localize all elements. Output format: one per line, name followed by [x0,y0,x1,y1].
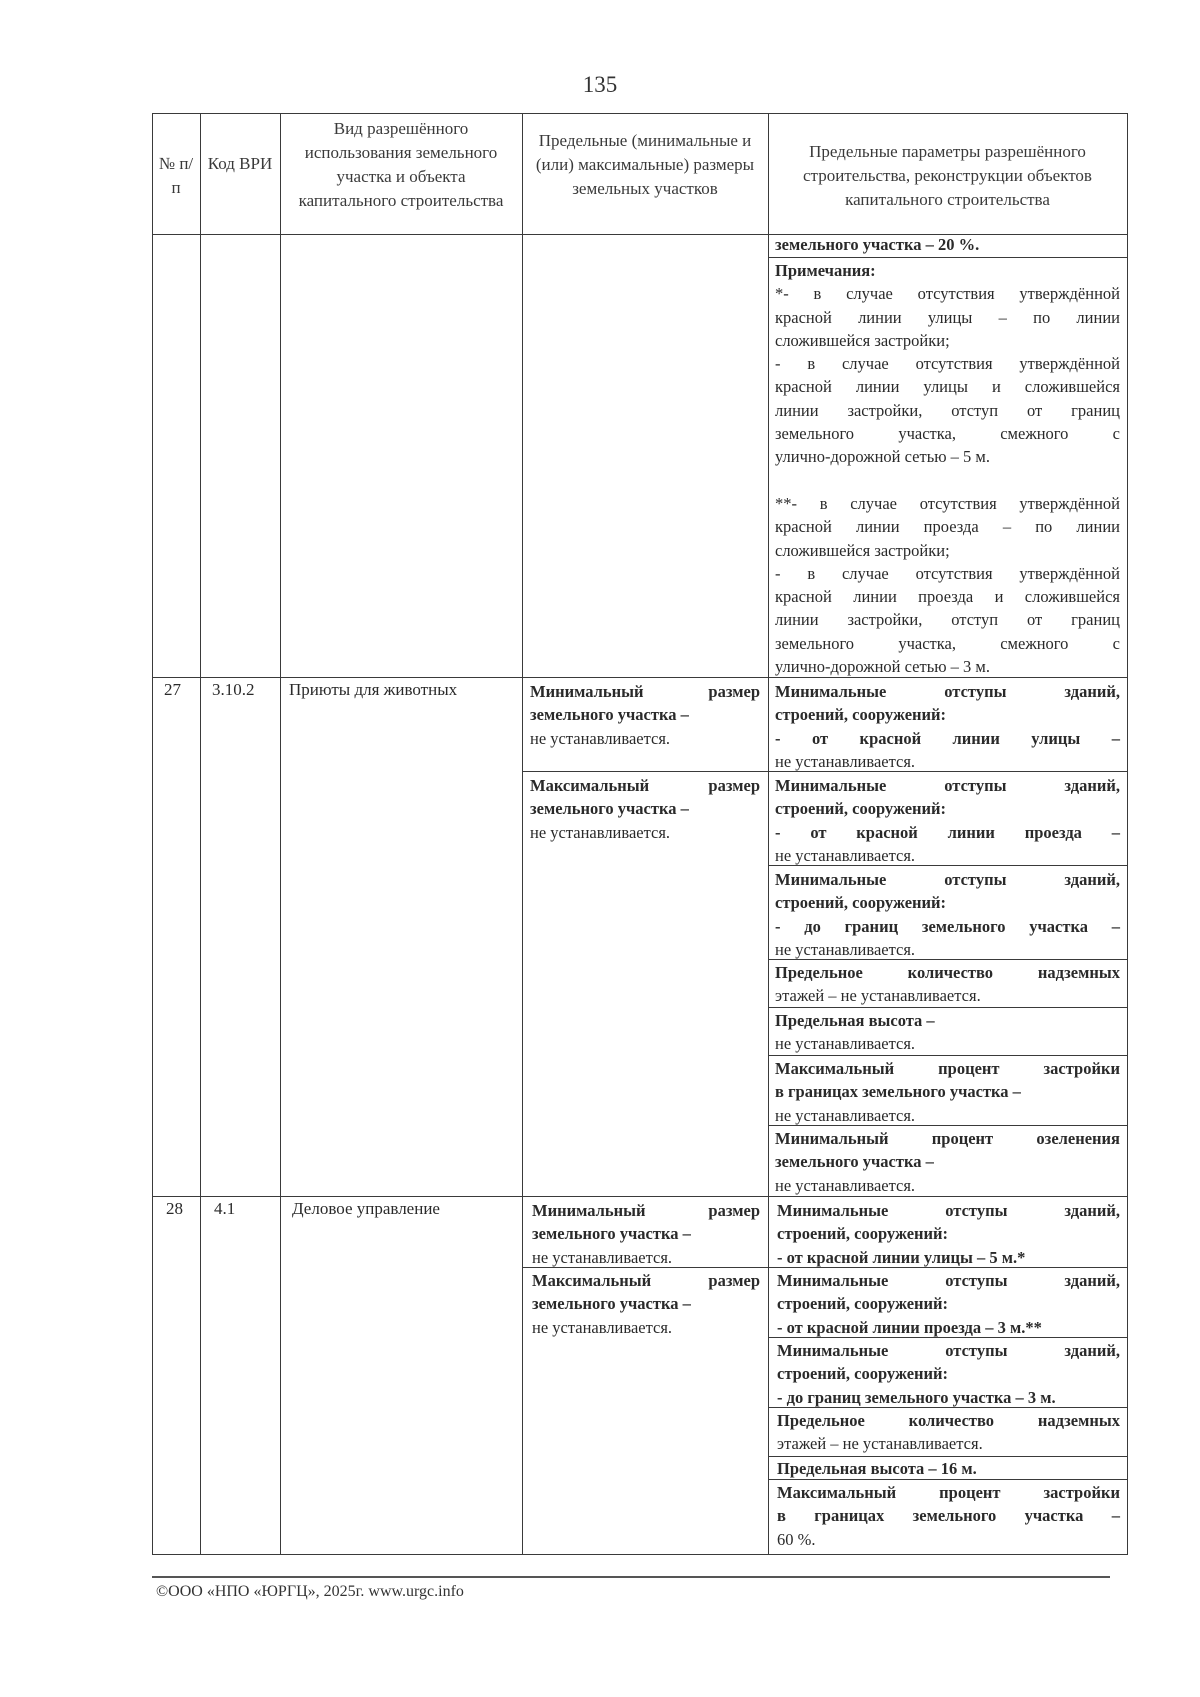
row28-param-4 [777,1409,1120,1456]
size-line: земельного участка – [532,1224,691,1244]
note2-line: сложившейся застройки; [775,540,950,560]
param-line: строений, сооружений: [775,705,947,725]
param-line: не устанавливается. [775,1105,916,1125]
notes-title: Примечания: [775,261,876,280]
param-line: Максимальный процент застройки [777,1483,1120,1502]
row27-param-7 [775,1127,1120,1197]
param-line: в границах земельного участка – [777,1506,1120,1526]
param-line: строений, сооружений: [775,893,947,913]
note1-line: - в случае отсутствия утверждённой [775,354,1120,374]
continuation-top-line: земельного участка – 20 %. [775,235,980,254]
param-line: Минимальные отступы зданий, [777,1271,1120,1290]
table-bottom [152,1554,1128,1555]
param-line: строений, сооружений: [777,1224,949,1244]
row28-use: Деловое управление [292,1199,440,1218]
param-line: Максимальный процент застройки [775,1059,1120,1078]
param-line: Минимальный процент озеленения [775,1129,1120,1148]
table-top [152,113,1128,114]
row28-param-2 [777,1269,1120,1339]
r27-sizes-split [522,771,768,772]
param-line: не устанавливается. [775,845,916,865]
param-line: не устанавливается. [775,1175,916,1195]
param-line: этажей – не устанавливается. [777,1434,983,1454]
param-line: в границах земельного участка – [775,1082,1021,1102]
param-line: - от красной линии проезда – 3 м.** [777,1317,1042,1337]
row27-param-4 [775,961,1120,1008]
note1-line: красной линии улицы и сложившейся [775,377,1120,397]
header-col-num: № п/п [158,154,194,197]
size-line: Минимальный размер [532,1201,760,1220]
note1-line: линии застройки, отступ от границ [775,400,1120,420]
param-line: - до границ земельного участка – 3 м. [777,1387,1056,1407]
header-col-params: Предельные параметры разрешённого строительства, реконструкции объектов капитального строительства [803,142,1092,209]
param-line: Предельное количество надземных [775,963,1120,982]
param-line: строений, сооружений: [777,1364,949,1384]
size-line: Максимальный размер [532,1271,760,1290]
row27-code: 3.10.2 [212,680,255,699]
size-line: Минимальный размер [530,682,760,701]
param-line: 60 %. [777,1529,816,1549]
param-line: Минимальные отступы зданий, [777,1341,1120,1360]
note1-line: сложившейся застройки; [775,330,950,350]
param-line: не устанавливается. [775,1034,916,1054]
row27-param-6 [775,1057,1120,1127]
row27-use: Приюты для животных [289,680,458,699]
note2-line: улично-дорожной сетью – 3 м. [775,657,990,677]
row27-param-2 [775,774,1120,867]
row28-max-size [532,1269,760,1339]
param-line: строений, сооружений: [777,1294,949,1314]
header-col-sizes: Предельные (минимальные и (или) максимальные) размеры земельных участков [535,131,755,198]
param-line: Предельное количество надземных [777,1411,1120,1430]
row27-param-1 [775,680,1120,773]
cont-subline [768,257,1128,258]
param-line: этажей – не устанавливается. [775,986,981,1006]
note2-line: - в случае отсутствия утверждённой [775,563,1120,583]
param-line: не устанавливается. [775,939,916,959]
col-divider-3 [522,113,523,1554]
footer-text: ©ООО «НПО «ЮРГЦ», 2025г. www.urgc.info [156,1583,464,1600]
row28-param-5 [777,1457,1120,1480]
note2-line: линии застройки, отступ от границ [775,610,1120,630]
size-line: земельного участка – [532,1294,691,1314]
param-line: - от красной линии проезда – [775,822,1120,842]
param-line: - от красной линии улицы – 5 м.* [777,1247,1026,1267]
param-line: Предельная высота – 16 м. [777,1459,977,1478]
note2-line: земельного участка, смежного с [775,633,1120,653]
param-line: строений, сооружений: [775,799,947,819]
note2-line: красной линии проезда и сложившейся [775,587,1120,607]
footer-rule [152,1576,1110,1578]
param-line: Минимальные отступы зданий, [775,682,1120,701]
col-divider-2 [280,113,281,1554]
param-line: не устанавливается. [775,751,916,771]
table-border-left [152,113,153,1554]
row28-param-1 [777,1199,1120,1269]
param-line: Минимальные отступы зданий, [777,1201,1120,1220]
header-col-code: Код ВРИ [207,154,273,173]
note1-line: улично-дорожной сетью – 5 м. [775,447,990,467]
param-line: Минимальные отступы зданий, [775,776,1120,795]
param-line: Минимальные отступы зданий, [775,870,1120,889]
param-line: земельного участка – [775,1152,934,1172]
size-line: земельного участка – [530,799,689,819]
row27-min-size [530,680,760,750]
row27-num: 27 [164,680,181,699]
row28-num: 28 [166,1199,183,1218]
param-line: - до границ земельного участка – [775,916,1120,936]
row28-param-6 [777,1481,1120,1551]
size-line: Максимальный размер [530,776,760,795]
note2-line: красной линии проезда – по линии [775,517,1120,537]
header-col-use: Вид разрешённого использования земельного участка и объекта капитального строительства [298,119,504,210]
size-line: земельного участка – [530,705,689,725]
note1-line: земельного участка, смежного с [775,424,1120,444]
row27-param-5 [775,1009,1120,1056]
size-line: не устанавливается. [532,1317,673,1337]
note1-line: красной линии улицы – по линии [775,307,1120,327]
row27-param-3 [775,868,1120,961]
param-line: Предельная высота – [775,1011,935,1030]
note1-line: *- в случае отсутствия утверждённой [775,284,1120,304]
size-line: не устанавливается. [532,1247,673,1267]
row28-min-size [532,1199,760,1269]
param-line: - от красной линии улицы – [775,728,1120,748]
note2-line: **- в случае отсутствия утверждённой [775,493,1120,513]
row28-param-3 [777,1339,1120,1409]
size-line: не устанавливается. [530,822,671,842]
notes-block [775,259,1120,678]
col-divider-1 [200,113,201,1554]
page-number: 135 [582,72,618,97]
row27-max-size [530,774,760,844]
size-line: не устанавливается. [530,728,671,748]
row28-code: 4.1 [214,1199,236,1218]
